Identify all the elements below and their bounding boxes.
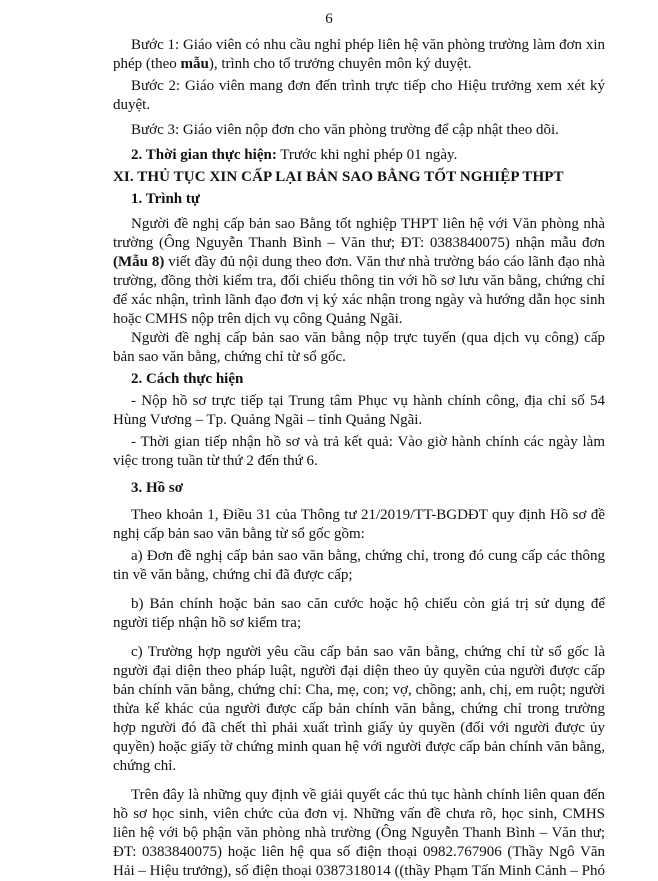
procedure-paragraph-1 [113,215,605,329]
section-xi-heading: XI. THỦ TỤC XIN CẤP LẠI BẢN SAO BẰNG TỐT NGHIỆP THPT [113,169,564,185]
document-body [113,36,605,881]
step-1-text-end: ), trình cho tổ trưởng chuyên môn ký duyệt. [208,56,472,72]
procedure-heading: 1. Trình tự [131,191,200,207]
step-3-paragraph: Bước 3: Giáo viên nộp đơn cho văn phòng trường để cập nhật theo dõi. [131,122,559,138]
step-1-paragraph [113,36,605,74]
execution-time-paragraph [113,146,605,165]
step-1-form-link-text: mẫu [180,56,209,72]
method-item-1: - Nộp hồ sơ trực tiếp tại Trung tâm Phục vụ hành chính công, địa chỉ số 54 Hùng Vương – Tp. Quảng Ngãi – tỉnh Quảng Ngãi. [113,393,605,428]
dossier-heading: 3. Hồ sơ [131,480,184,496]
dossier-item-b: b) Bản chính hoặc bản sao căn cước hoặc hộ chiếu còn giá trị sử dụng để người tiếp nhận hồ sơ kiểm tra; [113,596,605,631]
procedure-text: Người đề nghị cấp bản sao Bằng tốt nghiệp THPT liên hệ với Văn phòng nhà trường (Ông Nguyễn Thanh Bình – Văn thư; ĐT: 0383840075) nhận mẫu đơn [113,216,605,251]
dossier-item-c: c) Trường hợp người yêu cầu cấp bản sao văn bằng, chứng chỉ từ sổ gốc là người đại diện theo pháp luật, người đại diện theo ủy quyền của người được cấp bản chính văn bằng, chứng chỉ: Cha, mẹ, con; vợ, chồng; anh, chị, em ruột; người thừa kế khác của người được cấp bản chính văn bằng, chứng chỉ trong trường hợp người đó đã chết thì phải xuất trình giấy ủy quyền (đối với người được ủy quyền) hoặc giấy tờ chứng minh quan hệ với người được cấp bản chính văn bằng, chứng chỉ. [113,644,605,774]
step-1-text: Bước 1: Giáo viên có nhu cầu nghỉ phép liên hệ văn phòng trường làm đơn xin phép (theo [113,37,605,72]
execution-time-label: 2. Thời gian thực hiện: [131,147,277,163]
dossier-intro: Theo khoản 1, Điều 31 của Thông tư 21/2019/TT-BGDĐT quy định Hồ sơ đề nghị cấp bản sao văn bằng từ sổ gốc gồm: [113,507,605,542]
method-item-2: - Thời gian tiếp nhận hồ sơ và trả kết quả: Vào giờ hành chính các ngày làm việc trong tuần từ thứ 2 đến thứ 6. [113,434,605,469]
procedure-text-end: viết đầy đủ nội dung theo đơn. Văn thư nhà trường báo cáo lãnh đạo nhà trường, đồng thời kiểm tra, đối chiếu thông tin với hồ sơ lưu văn bằng, chứng chỉ để xác nhận, trình lãnh đạo đơn vị ký xác nhận trong ngày và hướng dẫn học sinh hoặc CMHS nộp trên dịch vụ công Quảng Ngãi. [113,254,605,327]
step-2-paragraph: Bước 2: Giáo viên mang đơn đến trình trực tiếp cho Hiệu trưởng xem xét ký duyệt. [113,78,605,113]
dossier-item-a: a) Đơn đề nghị cấp bản sao văn bằng, chứng chỉ, trong đó cung cấp các thông tin về văn bằng, chứng chỉ đã được cấp; [113,548,605,583]
form-8-reference: (Mẫu 8) [113,254,165,270]
closing-paragraph: Trên đây là những quy định về giải quyết các thủ tục hành chính liên quan đến hồ sơ học sinh, viên chức của đơn vị. Những vấn đề chưa rõ, học sinh, CMHS liên hệ với bộ phận văn phòng nhà trường (Ông Nguyễn Thanh Bình – Văn thư; ĐT: 0383840075) hoặc liên hệ qua số điện thoại 0982.767906 (Thầy Ngô Văn Hải – Hiệu trưởng), số điện thoại 0387318014 ((thầy Phạm Tấn Minh Cảnh – Phó [113,787,605,879]
method-heading: 2. Cách thực hiện [131,371,244,387]
page-number: 6 [325,11,333,27]
procedure-paragraph-2: Người đề nghị cấp bản sao văn bằng nộp trực tuyến (qua dịch vụ công) cấp bản sao văn bằng, chứng chỉ từ sổ gốc. [113,330,605,365]
execution-time-value: Trước khi nghỉ phép 01 ngày. [276,147,458,163]
